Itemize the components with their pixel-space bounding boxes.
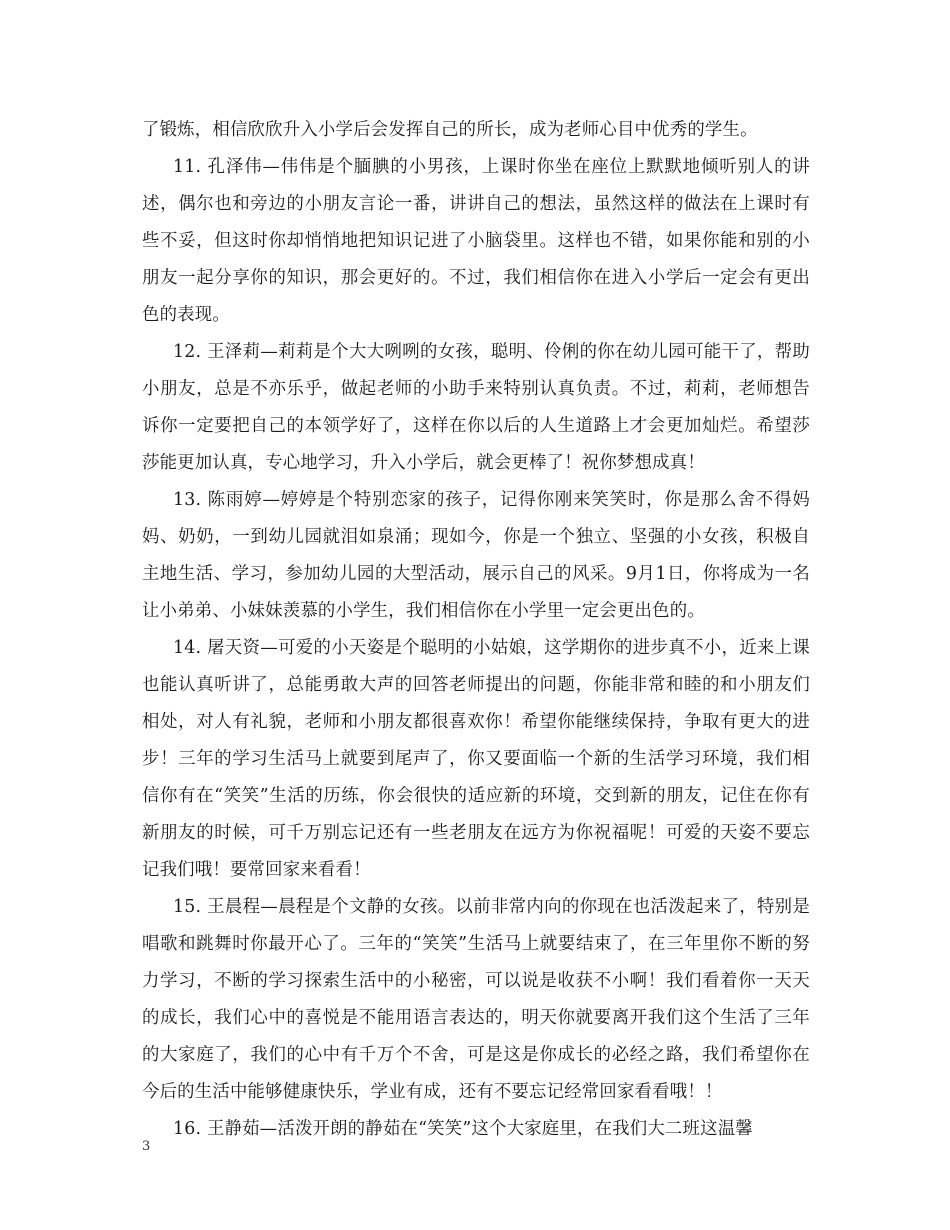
- document-body: [142, 112, 810, 1148]
- paragraph-continuation: 了锻炼，相信欣欣升入小学后会发挥自己的所长，成为老师心目中优秀的学生。: [142, 120, 758, 140]
- paragraph-item-11: 11. 孔泽伟—伟伟是个腼腆的小男孩，上课时你坐在座位上默默地倾听别人的讲述，偶尔也和旁边的小朋友言论一番，讲讲自己的想法，虽然这样的做法在上课时有些不妥，但这时你却悄悄地把知识记进了小脑袋里。这样也不错，如果你能和别的小朋友一起分享你的知识，那会更好的。不过，我们相信你在进入小学后一定会有更出色的表现。: [142, 157, 810, 325]
- paragraph-item-14: 14. 屠天资—可爱的小天姿是个聪明的小姑娘，这学期你的进步真不小，近来上课也能认真听讲了，总能勇敢大声的回答老师提出的问题，你能非常和睦的和小朋友们相处，对人有礼貌，老师和小朋友都很喜欢你！希望你能继续保持，争取有更大的进步！三年的学习生活马上就要到尾声了，你又要面临一个新的生活学习环境，我们相信你有在“笑笑”生活的历练，你会很快的适应新的环境，交到新的朋友，记住在你有新朋友的时候，可千万别忘记还有一些老朋友在远方为你祝福呢！可爱的天姿不要忘记我们哦！要常回家来看看！: [142, 638, 810, 880]
- paragraph-item-13: 13. 陈雨婷—婷婷是个特别恋家的孩子，记得你刚来笑笑时，你是那么舍不得妈妈、奶奶，一到幼儿园就泪如泉涌；现如今，你是一个独立、坚强的小女孩，积极自主地生活、学习，参加幼儿园的大型活动，展示自己的风采。9月1日，你将成为一名让小弟弟、小妹妹羡慕的小学生，我们相信你在小学里一定会更出色的。: [142, 490, 810, 621]
- paragraph-item-15: 15. 王晨程—晨程是个文静的女孩。以前非常内向的你现在也活泼起来了，特别是唱歌和跳舞时你最开心了。三年的“笑笑”生活马上就要结束了，在三年里你不断的努力学习，不断的学习探索生活中的小秘密，可以说是收获不小啊！我们看着你一天天的成长，我们心中的喜悦是不能用语言表达的，明天你就要离开我们这个生活了三年的大家庭了，我们的心中有千万个不舍，可是这是你成长的必经之路，我们希望你在今后的生活中能够健康快乐，学业有成，还有不要忘记经常回家看看哦！！: [142, 897, 810, 1102]
- paragraph-item-16: 16. 王静茹—活泼开朗的静茹在“笑笑”这个大家庭里，在我们大二班这温馨: [173, 1119, 753, 1139]
- page-number: 3: [142, 1139, 151, 1154]
- paragraph-item-12: 12. 王泽莉—莉莉是个大大咧咧的女孩，聪明、伶俐的你在幼儿园可能干了，帮助小朋友，总是不亦乐乎，做起老师的小助手来特别认真负责。不过，莉莉，老师想告诉你一定要把自己的本领学好了，这样在你以后的人生道路上才会更加灿烂。希望莎莎能更加认真，专心地学习，升入小学后，就会更棒了！祝你梦想成真！: [142, 342, 810, 473]
